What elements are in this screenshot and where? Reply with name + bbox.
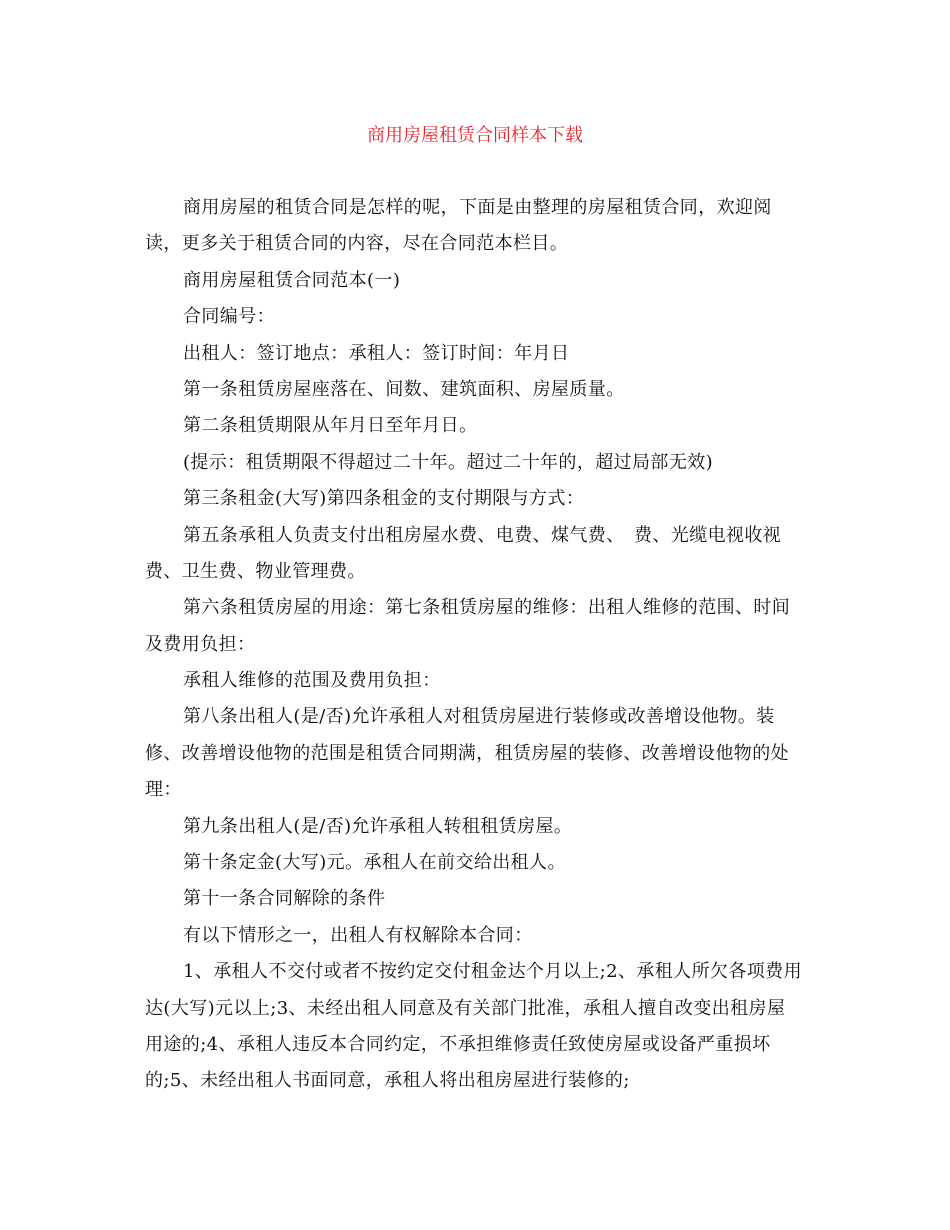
paragraph-line: 修、改善增设他物的范围是租赁合同期满，租赁房屋的装修、改善增设他物的处 [145, 742, 789, 764]
paragraph [145, 590, 805, 663]
paragraph [145, 845, 805, 881]
paragraph [145, 408, 805, 444]
paragraph [145, 190, 805, 263]
paragraph-line: 第八条出租人(是/否)允许承租人对租赁房屋进行装修或改善增设他物。装 [183, 706, 775, 728]
paragraph-line: 费、卫生费、物业管理费。 [145, 560, 366, 582]
paragraph-line: 第十一条合同解除的条件 [183, 888, 386, 910]
document-title: 商用房屋租赁合同样本下载 [367, 125, 583, 146]
paragraph [145, 954, 805, 1100]
paragraph [145, 372, 805, 408]
document-body [145, 190, 805, 1100]
paragraph-line: 第五条承租人负责支付出租房屋水费、电费、煤气费、 费、光缆电视收视 [183, 524, 782, 546]
paragraph-line: 第十条定金(大写)元。承租人在前交给出租人。 [183, 852, 566, 874]
paragraph-line: 第一条租赁房屋座落在、间数、建筑面积、房屋质量。 [183, 378, 625, 400]
paragraph-line: 及费用负担： [145, 633, 256, 655]
paragraph-line: 承租人维修的范围及费用负担： [183, 670, 441, 692]
paragraph-line: 商用房屋的租赁合同是怎样的呢，下面是由整理的房屋租赁合同，欢迎阅 [183, 197, 772, 218]
paragraph-line: 1、承租人不交付或者不按约定交付租金达个月以上;2、承租人所欠各项费用 [183, 961, 802, 983]
paragraph-line: 商用房屋租赁合同范本(一) [183, 269, 401, 291]
paragraph [145, 481, 805, 517]
paragraph [145, 336, 805, 372]
paragraph-line: 达(大写)元以上;3、未经出租人同意及有关部门批准，承租人擅自改变出租房屋 [145, 997, 786, 1019]
paragraph [145, 809, 805, 845]
paragraph [145, 699, 805, 808]
paragraph [145, 518, 805, 591]
paragraph-line: (提示：租赁期限不得超过二十年。超过二十年的，超过局部无效) [183, 451, 714, 473]
paragraph [145, 663, 805, 699]
paragraph [145, 263, 805, 299]
paragraph-line: 理： [145, 779, 182, 801]
paragraph-line: 第六条租赁房屋的用途：第七条租赁房屋的维修：出租人维修的范围、时间 [183, 597, 791, 619]
paragraph-line: 的;5、未经出租人书面同意，承租人将出租房屋进行装修的; [145, 1070, 630, 1092]
paragraph-line: 读，更多关于租赁合同的内容，尽在合同范本栏目。 [145, 233, 569, 255]
paragraph-line: 第九条出租人(是/否)允许承租人转租租赁房屋。 [183, 815, 573, 837]
paragraph-line: 出租人：签订地点：承租人：签订时间：年月日 [183, 342, 570, 364]
paragraph-line: 合同编号： [183, 306, 275, 328]
paragraph-line: 用途的;4、承租人违反本合同约定，不承担维修责任致使房屋或设备严重损坏 [145, 1033, 771, 1055]
paragraph [145, 881, 805, 917]
paragraph-line: 有以下情形之一，出租人有权解除本合同： [183, 924, 533, 946]
paragraph [145, 299, 805, 335]
paragraph-line: 第三条租金(大写)第四条租金的支付期限与方式： [183, 488, 585, 510]
paragraph-line: 第二条租赁期限从年月日至年月日。 [183, 415, 478, 437]
paragraph [145, 445, 805, 481]
paragraph [145, 918, 805, 954]
